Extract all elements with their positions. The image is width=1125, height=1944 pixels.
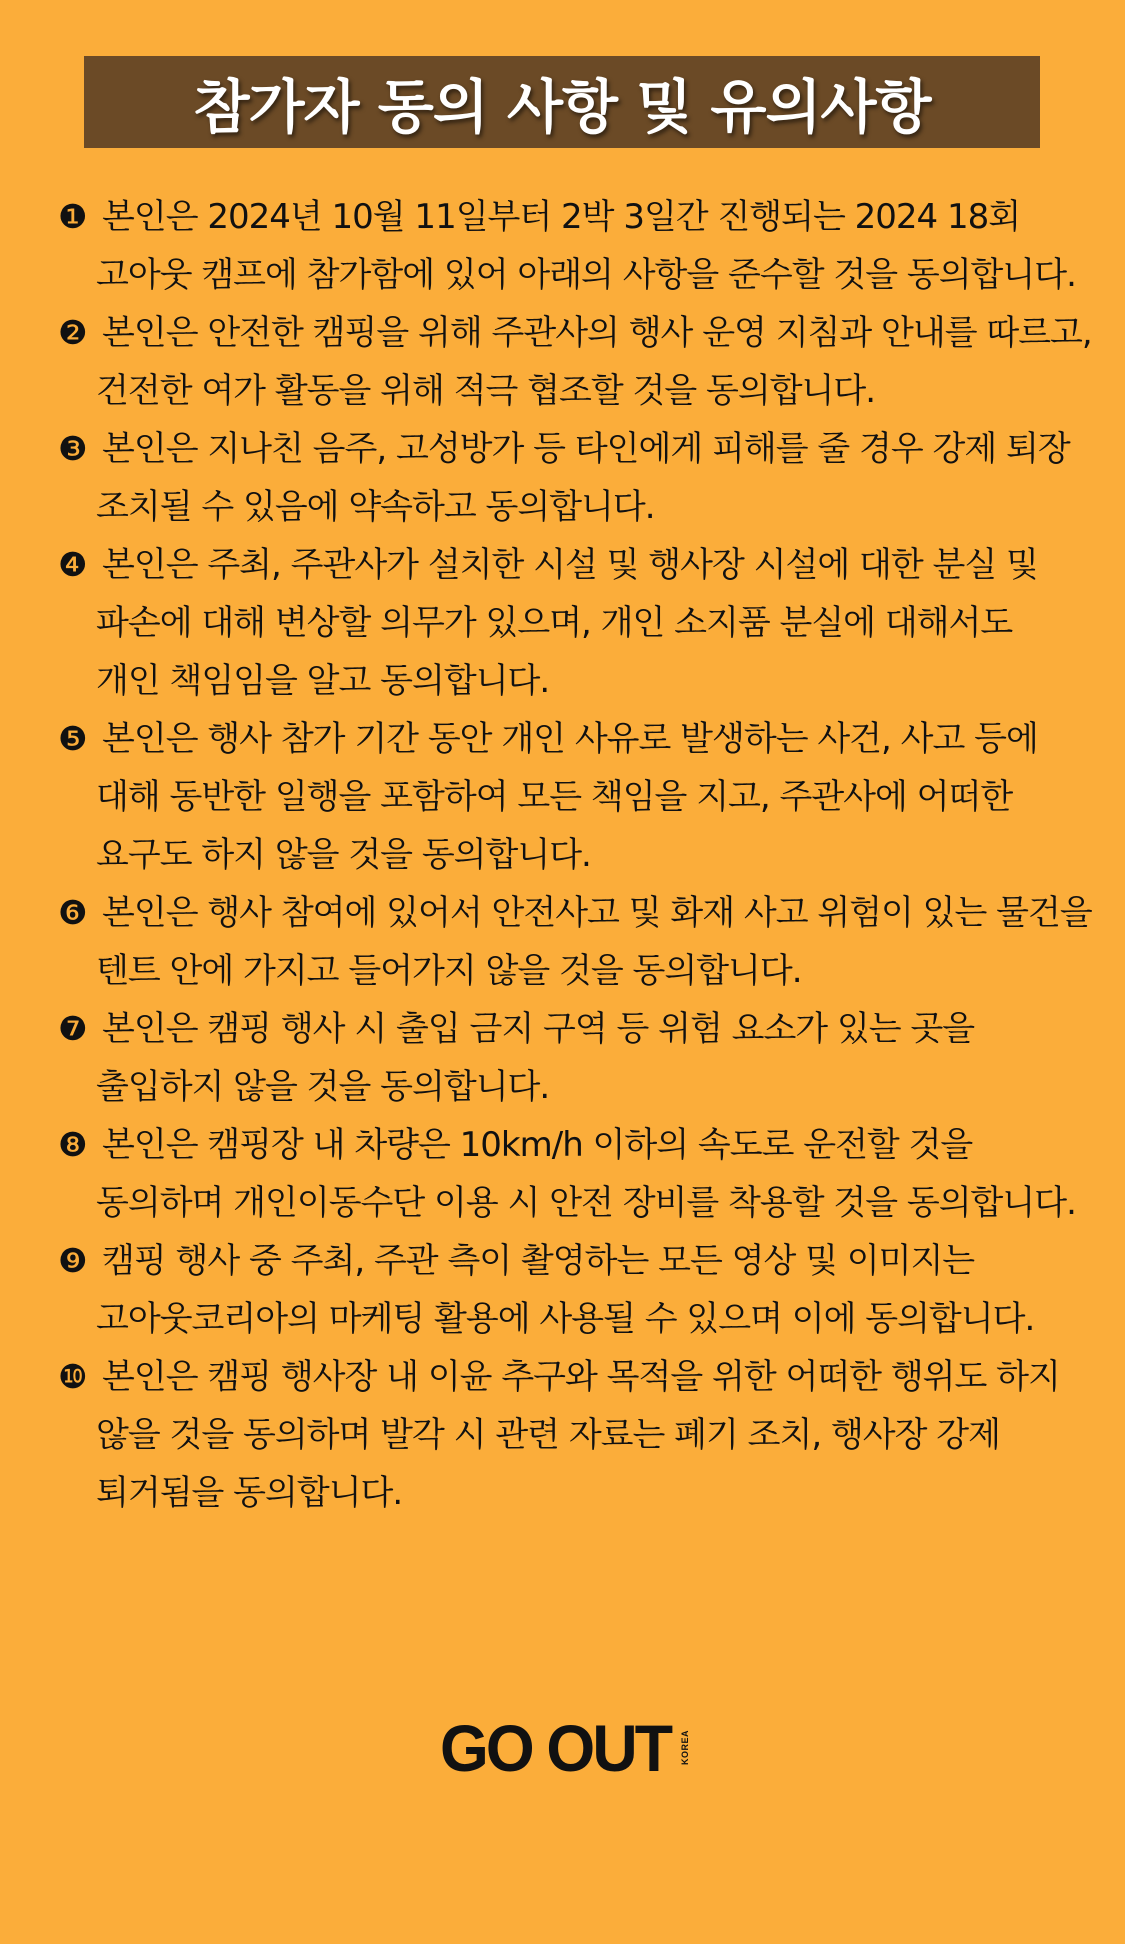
term-text — [96, 1232, 1068, 1348]
logo-subtext: KOREA — [680, 1730, 691, 1766]
term-text — [96, 1116, 1076, 1232]
term-item — [58, 1116, 1076, 1232]
term-text — [96, 188, 1076, 304]
term-number: ❹ — [58, 545, 88, 584]
term-text — [96, 304, 1092, 420]
term-item — [58, 1000, 1068, 1116]
term-line: 동의하며 개인이동수단 이용 시 안전 장비를 착용할 것을 동의합니다. — [96, 1183, 1076, 1223]
go-out-korea-logo — [440, 1711, 691, 1785]
term-number: ❺ — [58, 719, 88, 758]
term-number: ❿ — [58, 1357, 88, 1396]
term-line: 고아웃코리아의 마케팅 활용에 사용될 수 있으며 이에 동의합니다. — [96, 1299, 1035, 1339]
term-item — [58, 710, 1068, 884]
term-line: 요구도 하지 않을 것을 동의합니다. — [96, 835, 591, 875]
term-line: 대해 동반한 일행을 포함하여 모든 책임을 지고, 주관사에 어떠한 — [96, 777, 1013, 817]
term-item — [58, 884, 1092, 1000]
term-line: 않을 것을 동의하며 발각 시 관련 자료는 폐기 조치, 행사장 강제 — [96, 1415, 1000, 1455]
term-line: 본인은 캠핑 행사 시 출입 금지 구역 등 위험 요소가 있는 곳을 — [102, 1009, 975, 1049]
term-item — [58, 1348, 1068, 1522]
title-banner — [84, 56, 1040, 148]
term-line: 본인은 주최, 주관사가 설치한 시설 및 행사장 시설에 대한 분실 및 — [102, 545, 1038, 585]
term-line: 본인은 지나친 음주, 고성방가 등 타인에게 피해를 줄 경우 강제 퇴장 — [102, 429, 1070, 469]
term-number: ❻ — [58, 893, 88, 932]
term-line: 건전한 여가 활동을 위해 적극 협조할 것을 동의합니다. — [96, 371, 876, 411]
term-item — [58, 420, 1068, 536]
term-line: 개인 책임임을 알고 동의합니다. — [96, 661, 550, 701]
term-line: 퇴거됨을 동의합니다. — [96, 1473, 403, 1513]
term-line: 텐트 안에 가지고 들어가지 않을 것을 동의합니다. — [96, 951, 802, 991]
page-title: 참가자 동의 사항 및 유의사항 — [193, 73, 931, 141]
term-line: 본인은 안전한 캠핑을 위해 주관사의 행사 운영 지침과 안내를 따르고, — [102, 313, 1092, 353]
term-item — [58, 1232, 1068, 1348]
term-line: 캠핑 행사 중 주최, 주관 측이 촬영하는 모든 영상 및 이미지는 — [102, 1241, 975, 1281]
term-text — [96, 1000, 1068, 1116]
term-text — [96, 884, 1092, 1000]
term-line: 본인은 행사 참가 기간 동안 개인 사유로 발생하는 사건, 사고 등에 — [102, 719, 1038, 759]
term-number: ❸ — [58, 429, 88, 468]
term-number: ❾ — [58, 1241, 88, 1280]
term-number: ❽ — [58, 1125, 88, 1164]
term-line: 출입하지 않을 것을 동의합니다. — [96, 1067, 550, 1107]
term-number: ❼ — [58, 1009, 88, 1048]
term-line: 파손에 대해 변상할 의무가 있으며, 개인 소지품 분실에 대해서도 — [96, 603, 1013, 643]
term-line: 조치될 수 있음에 약속하고 동의합니다. — [96, 487, 655, 527]
term-text — [96, 1348, 1068, 1522]
term-line: 본인은 캠핑장 내 차량은 10km/h 이하의 속도로 운전할 것을 — [102, 1125, 973, 1165]
term-item — [58, 304, 1092, 420]
term-line: 본인은 2024년 10월 11일부터 2박 3일간 진행되는 2024 18회 — [102, 197, 1021, 237]
term-text — [96, 420, 1070, 536]
term-number: ❷ — [58, 313, 88, 352]
term-line: 본인은 행사 참여에 있어서 안전사고 및 화재 사고 위험이 있는 물건을 — [102, 893, 1092, 933]
term-number: ❶ — [58, 197, 88, 236]
term-line: 고아웃 캠프에 참가함에 있어 아래의 사항을 준수할 것을 동의합니다. — [96, 255, 1076, 295]
term-text — [96, 710, 1068, 884]
term-text — [96, 536, 1068, 710]
term-item — [58, 188, 1076, 304]
terms-list — [58, 188, 1092, 1522]
term-line: 본인은 캠핑 행사장 내 이윤 추구와 목적을 위한 어떠한 행위도 하지 — [102, 1357, 1060, 1397]
term-item — [58, 536, 1068, 710]
logo-wordmark: GO OUT — [440, 1711, 671, 1785]
